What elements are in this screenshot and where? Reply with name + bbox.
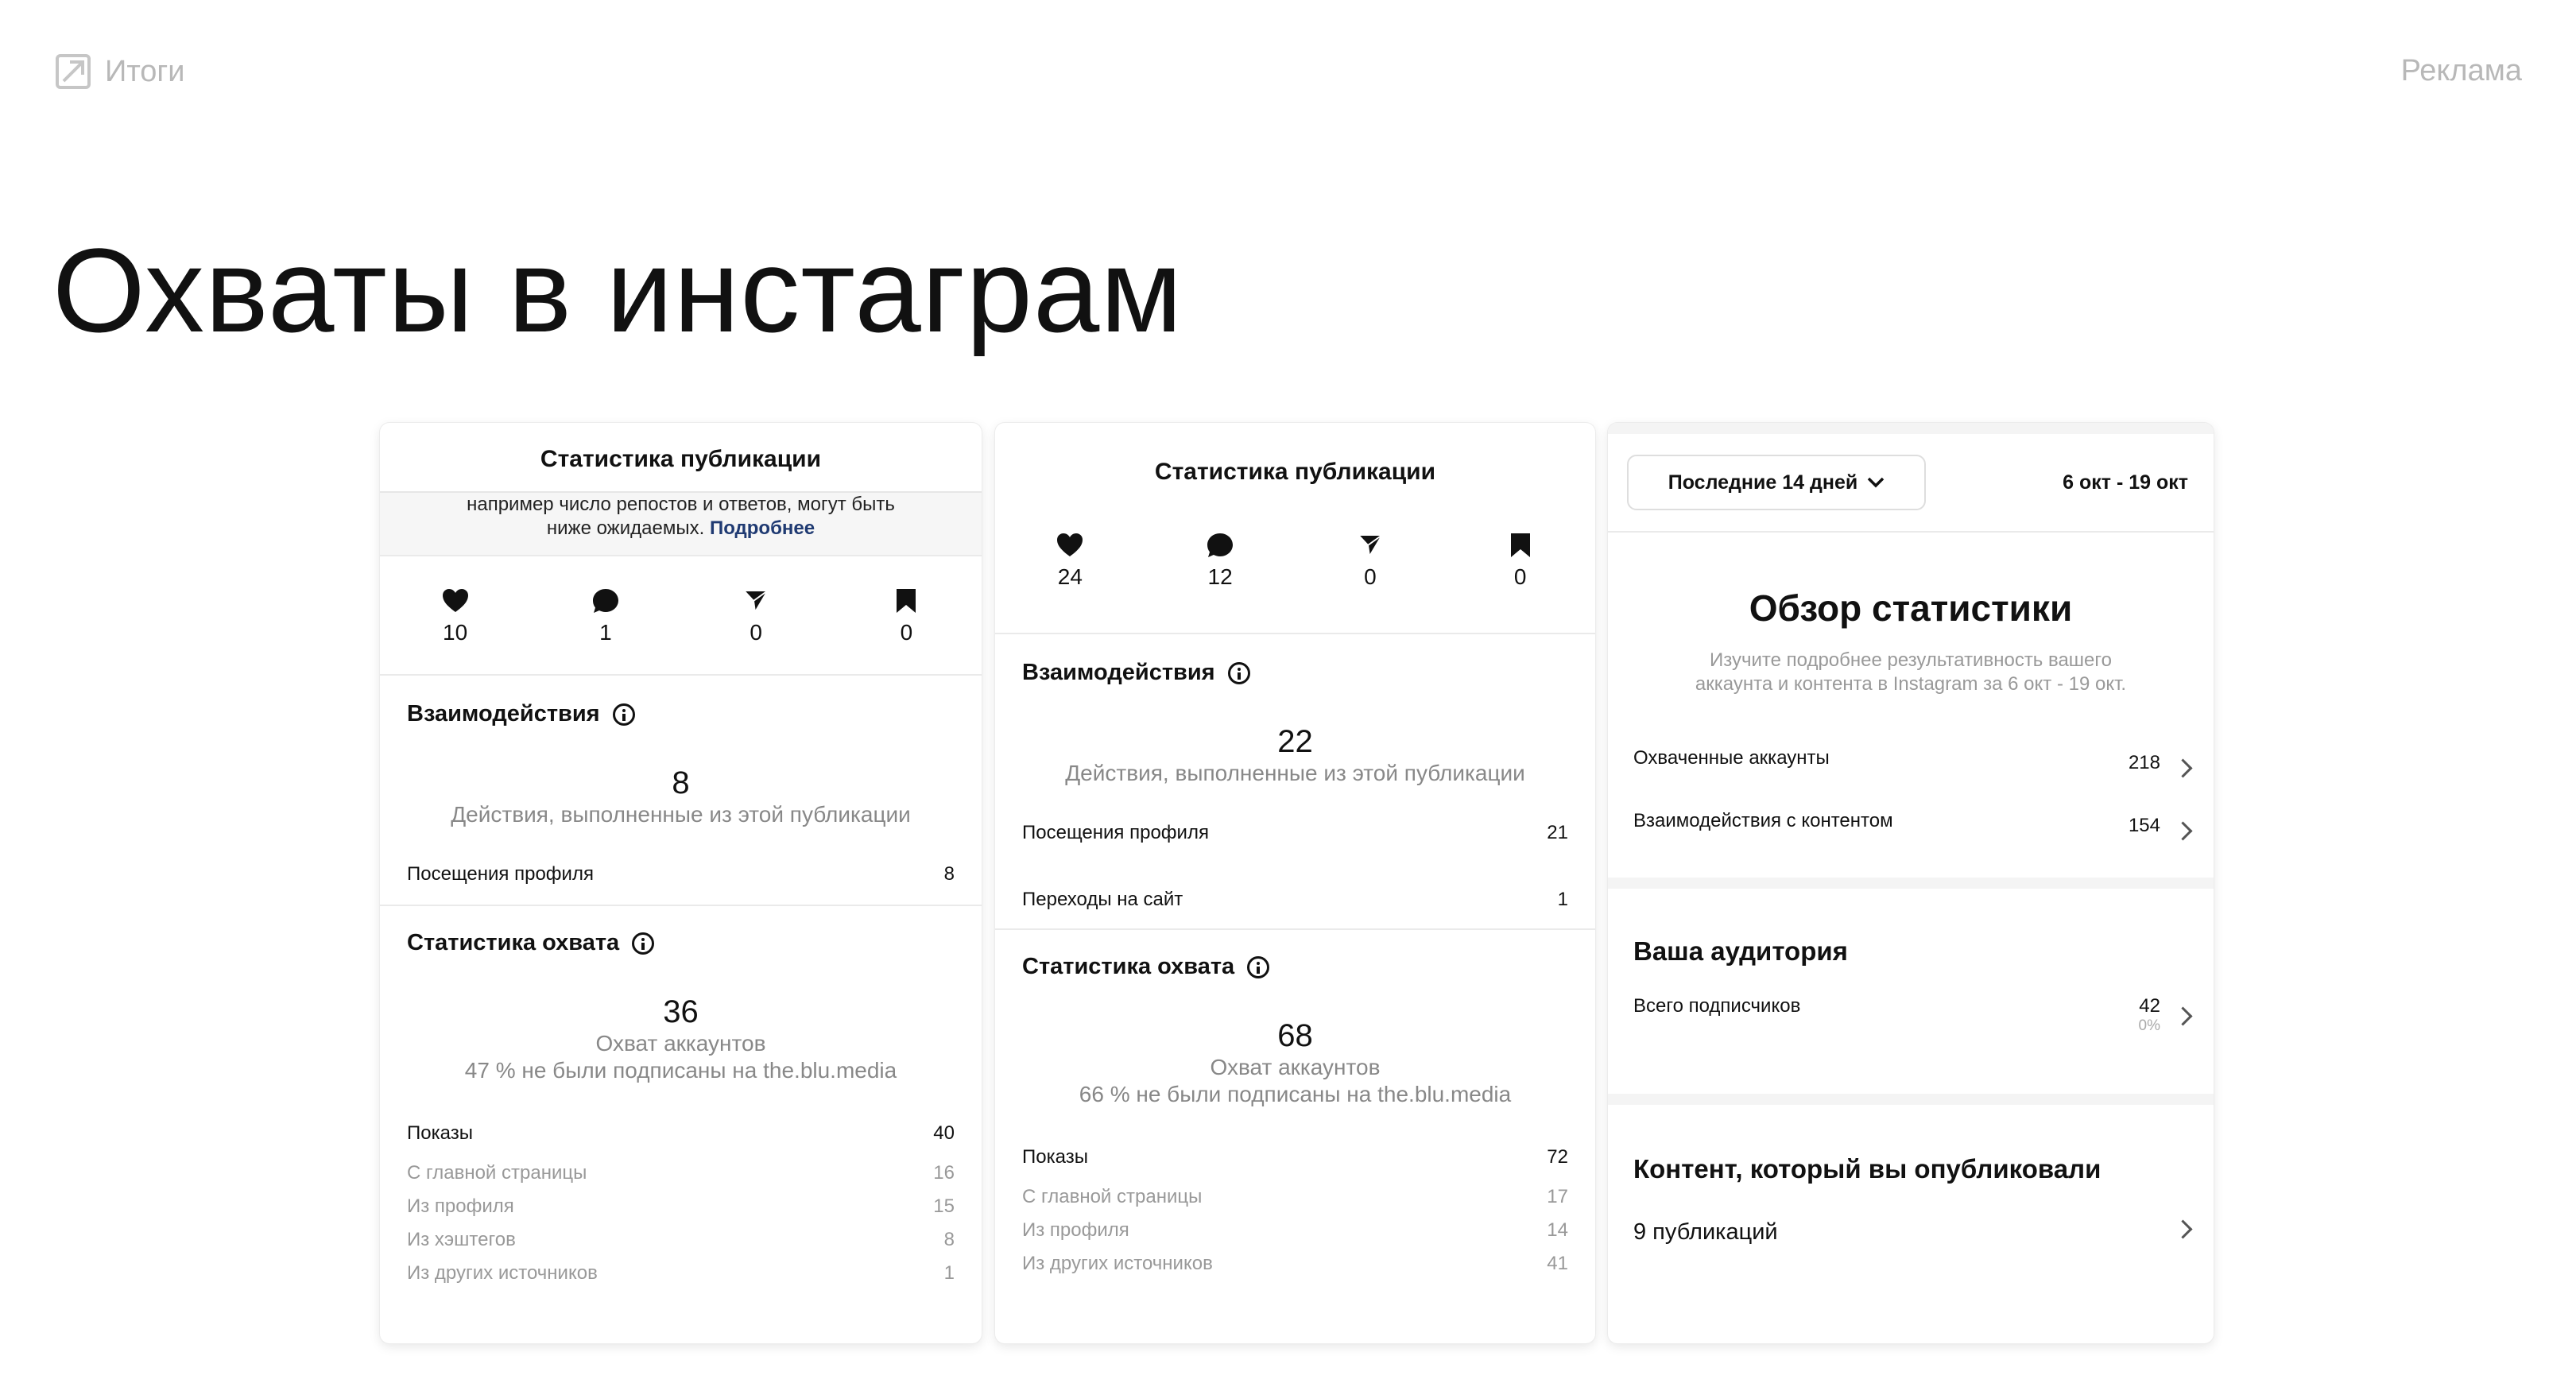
chevron-down-icon	[1867, 477, 1885, 488]
card-header: Статистика публикации	[1154, 459, 1436, 485]
source-row: Из хэштегов 8	[407, 1229, 955, 1250]
audience-title: Ваша аудитория	[1633, 936, 1848, 966]
saves-stat: 0	[831, 588, 982, 674]
overview-title: Обзор статистики	[1749, 587, 2073, 629]
source-row: Из других источников 41	[1022, 1253, 1568, 1274]
source-row: С главной страницы 17	[1022, 1186, 1568, 1207]
reach-title: Статистика охвата	[380, 930, 982, 956]
share-icon	[1357, 533, 1384, 558]
source-row: С главной страницы 16	[407, 1162, 955, 1184]
interactions-caption: Действия, выполненные из этой публикации	[451, 802, 911, 827]
interactions-value: 22	[1277, 724, 1313, 759]
followers-change: 0%	[2138, 1017, 2160, 1034]
nav-results[interactable]	[56, 54, 185, 89]
info-note	[380, 493, 982, 556]
chevron-right-icon	[2173, 821, 2192, 840]
shares-stat: 0	[681, 588, 831, 674]
source-row: Из профиля 15	[407, 1195, 955, 1217]
info-icon[interactable]	[613, 703, 635, 726]
chevron-right-icon	[2173, 1006, 2192, 1025]
share-icon	[742, 588, 769, 614]
content-title: Контент, который вы опубликовали	[1633, 1154, 2101, 1184]
interactions-caption: Действия, выполненные из этой публикации	[1065, 761, 1525, 785]
impressions-row: Показы 72	[1022, 1146, 1568, 1168]
nav-ads[interactable]: Реклама	[2400, 54, 2522, 87]
comment-icon	[1207, 533, 1234, 558]
engagement-icons	[995, 507, 1595, 634]
likes-stat: 10	[380, 588, 530, 674]
chevron-right-icon	[2173, 758, 2192, 777]
comments-stat: 1	[530, 588, 680, 674]
reach-caption-2: 66 % не были подписаны на the.blu.media	[1079, 1082, 1512, 1106]
overview-description: Изучите подробнее результативность вашего аккаунта и контента в Instagram за 6 окт - 19 окт.	[1695, 649, 2127, 695]
post-stats-card-1	[380, 423, 982, 1343]
card-header: Статистика публикации	[380, 423, 982, 493]
reach-value: 68	[1277, 1018, 1313, 1053]
followers-row[interactable]: Всего подписчиков 42 0%	[1608, 995, 2214, 1035]
website-clicks-row: Переходы на сайт 1	[1022, 889, 1568, 910]
bookmark-icon	[1509, 533, 1532, 558]
info-icon[interactable]	[1247, 956, 1269, 978]
period-row	[1608, 434, 2214, 533]
shares-stat: 0	[1296, 533, 1446, 633]
period-dropdown[interactable]: Последние 14 дней	[1627, 455, 1926, 510]
reached-accounts-row[interactable]: Охваченные аккаунты 218	[1608, 747, 2214, 775]
impressions-row: Показы 40	[407, 1122, 955, 1144]
engagement-icons	[380, 556, 982, 676]
learn-more-link[interactable]: Подробнее	[709, 517, 815, 539]
reach-caption-2: 47 % не были подписаны на the.blu.media	[464, 1058, 897, 1083]
comments-stat: 12	[1145, 533, 1296, 633]
account-overview-card	[1608, 423, 2214, 1343]
note-line-2: ниже ожидаемых.	[546, 517, 705, 539]
date-range: 6 окт - 19 окт	[2063, 471, 2188, 494]
post-stats-card-2	[995, 423, 1595, 1343]
source-row: Из других источников 1	[407, 1262, 955, 1284]
source-row: Из профиля 14	[1022, 1219, 1568, 1241]
comment-icon	[592, 588, 619, 614]
likes-stat: 24	[995, 533, 1145, 633]
heart-icon	[1056, 533, 1083, 558]
interactions-value: 8	[672, 765, 690, 800]
reach-caption: Охват аккаунтов	[595, 1031, 766, 1056]
profile-visits-row: Посещения профиля 8	[407, 863, 955, 885]
posts-row[interactable]: 9 публикаций	[1608, 1219, 2214, 1246]
saves-stat: 0	[1445, 533, 1595, 633]
heart-icon	[442, 588, 469, 614]
reach-title: Статистика охвата	[995, 954, 1595, 980]
bookmark-icon	[894, 588, 918, 614]
info-icon[interactable]	[632, 932, 654, 955]
logo-icon	[56, 54, 91, 89]
content-interactions-row[interactable]: Взаимодействия с контентом 154	[1608, 810, 2214, 838]
note-line-1: например число репостов и ответов, могут быть	[467, 494, 895, 515]
interactions-title: Взаимодействия	[995, 660, 1595, 686]
profile-visits-row: Посещения профиля 21	[1022, 822, 1568, 843]
interactions-title: Взаимодействия	[380, 701, 982, 727]
reach-caption: Охват аккаунтов	[1210, 1055, 1381, 1079]
info-icon[interactable]	[1228, 662, 1250, 684]
reach-value: 36	[663, 994, 699, 1029]
chevron-right-icon	[2173, 1219, 2192, 1238]
page-title: Охваты в инстаграм	[52, 223, 1183, 357]
nav-results-label: Итоги	[105, 54, 185, 88]
